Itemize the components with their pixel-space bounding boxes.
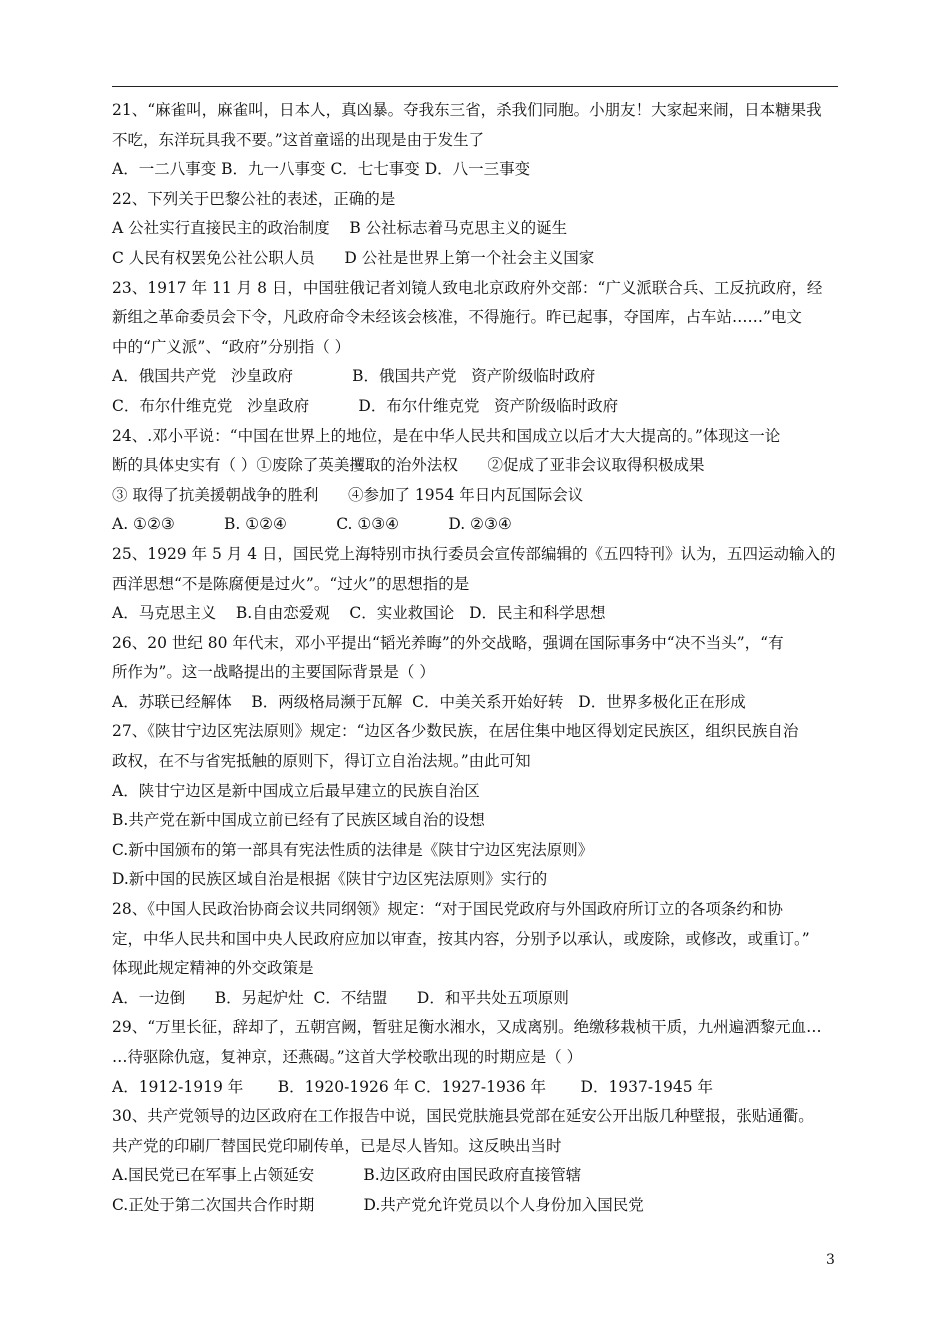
text-line: 定，中华人民共和国中央人民政府应加以审查，按其内容，分别予以承认，或废除，或修改，或重订。”: [112, 929, 810, 948]
text-line: A．陕甘宁边区是新中国成立后最早建立的民族自治区: [112, 781, 480, 800]
text-line: A．一二八事变 B．九一八事变 C．七七事变 D．八一三事变: [112, 160, 531, 179]
text-line: 新组之革命委员会下令，凡政府命令未经该会核准，不得施行。昨已起事，夺国库，占车站……”电文: [112, 308, 802, 327]
text-line: 28、《中国人民政治协商会议共同纲领》规定：“对于国民党政府与外国政府所订立的各项条约和协: [112, 900, 783, 919]
text-line: 30、共产党领导的边区政府在工作报告中说，国民党肤施县党部在延安公开出版几种壁报，张贴通衢。: [112, 1107, 814, 1126]
text-line: C 人民有权罢免公社公职人员 D 公社是世界上第一个社会主义国家: [112, 248, 595, 267]
text-line: 政权，在不与省宪抵触的原则下，得订立自治法规。”由此可知: [112, 752, 531, 771]
text-line: A．一边倒 B．另起炉灶 C．不结盟 D．和平共处五项原则: [112, 988, 569, 1007]
text-line: 共产党的印刷厂替国民党印刷传单，已是尽人皆知。这反映出当时: [112, 1136, 562, 1155]
text-line: C.正处于第二次国共合作时期 D.共产党允许党员以个人身份加入国民党: [112, 1195, 644, 1214]
text-line: 断的具体史实有（ ）①废除了英美攫取的治外法权 ②促成了亚非会议取得积极成果: [112, 456, 705, 475]
text-line: 23、1917 年 11 月 8 日，中国驻俄记者刘镜人致电北京政府外交部：“广义派联合兵、工反抗政府，经: [112, 278, 823, 297]
text-line: C.新中国颁布的第一部具有宪法性质的法律是《陕甘宁边区宪法原则》: [112, 840, 594, 859]
text-line: A 公社实行直接民主的政治制度 B 公社标志着马克思主义的诞生: [112, 219, 568, 238]
text-line: A．苏联已经解体 B．两级格局濒于瓦解 C．中美关系开始好转 D．世界多极化正在形成: [112, 692, 746, 711]
text-line: B.共产党在新中国成立前已经有了民族区域自治的设想: [112, 811, 485, 830]
text-line: 26、20 世纪 80 年代末，邓小平提出“韬光养晦”的外交战略，强调在国际事务中“决不当头”，“有: [112, 633, 784, 652]
text-line: 不吃，东洋玩具我不要。”这首童谣的出现是由于发生了: [112, 130, 485, 149]
text-line: A.国民党已在军事上占领延安 B.边区政府由国民政府直接管辖: [112, 1166, 582, 1185]
text-line: A．1912-1919 年 B．1920-1926 年 C．1927-1936 年 D．1937-1945 年: [112, 1077, 714, 1096]
text-line: A. ①②③ B. ①②④ C. ①③④ D. ②③④: [112, 515, 512, 534]
text-line: C．布尔什维克党 沙皇政府 D．布尔什维克党 资产阶级临时政府: [112, 396, 619, 415]
text-line: 29、“万里长征，辞却了，五朝宫阙，暂驻足衡水湘水，又成离别。绝缴移栽桢干质，九州遍洒黎元血…: [112, 1018, 822, 1037]
text-line: 22、下列关于巴黎公社的表述，正确的是: [112, 189, 396, 208]
question-list: [112, 96, 847, 1221]
text-line: A．俄国共产党 沙皇政府 B．俄国共产党 资产阶级临时政府: [112, 367, 596, 386]
page-number: 3: [826, 1252, 835, 1268]
text-line: 西洋思想“不是陈腐便是过火”。“过火”的思想指的是: [112, 574, 470, 593]
text-line: 21、“麻雀叫，麻雀叫，日本人，真凶暴。夺我东三省，杀我们同胞。小朋友！大家起来闹，日本糖果我: [112, 101, 822, 119]
text-line: A．马克思主义 B.自由恋爱观 C．实业救国论 D．民主和科学思想: [112, 604, 606, 623]
text-line: 体现此规定精神的外交政策是: [112, 959, 314, 978]
text-line: 24、.邓小平说：“中国在世界上的地位，是在中华人民共和国成立以后才大大提高的。”体现这一论: [112, 426, 781, 445]
text-line: 所作为”。这一战略提出的主要国际背景是（ ）: [112, 663, 435, 682]
text-line: …待驱除仇寇，复神京，还燕碣。”这首大学校歌出现的时期应是（ ）: [112, 1048, 583, 1066]
text-line: 27、《陕甘宁边区宪法原则》规定：“边区各少数民族，在居住集中地区得划定民族区，组织民族自治: [112, 722, 799, 741]
text-line: 中的“广义派”、“政府”分别指（ ）: [112, 337, 351, 356]
header-rule: [112, 86, 838, 87]
text-line: ③ 取得了抗美援朝战争的胜利 ④参加了 1954 年日内瓦国际会议: [112, 485, 584, 504]
text-line: D.新中国的民族区域自治是根据《陕甘宁边区宪法原则》实行的: [112, 870, 548, 889]
text-line: 25、1929 年 5 月 4 日，国民党上海特别市执行委员会宣传部编辑的《五四特刊》认为，五四运动输入的: [112, 544, 836, 563]
